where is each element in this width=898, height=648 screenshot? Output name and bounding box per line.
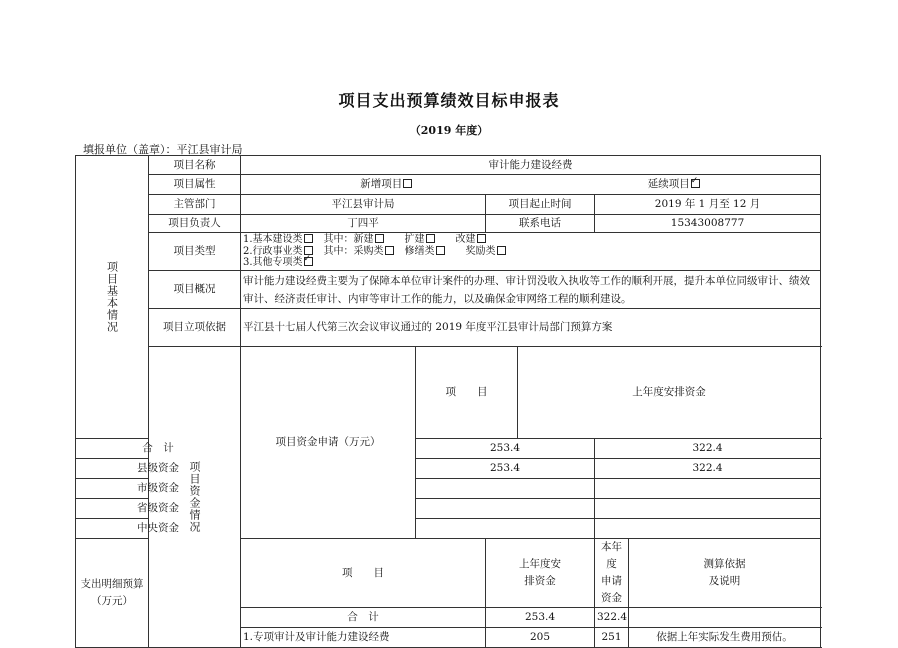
owner-value: 丁四平 <box>241 215 486 233</box>
basic-section-cell <box>76 156 149 439</box>
detail-row-basis <box>629 608 821 628</box>
basic-section-label: 项目基本情况 <box>105 261 119 333</box>
checkbox-icon[interactable] <box>385 246 394 255</box>
fund-row-this: 322.4 <box>595 459 821 479</box>
attr-continue-option[interactable]: 延续项目✓ <box>648 178 701 191</box>
type-options: 1.基本建设类 其中：新建 扩建 改建 2.行政事业类 其中：采购类 修缮类 奖励类 3.其他专项类✓ <box>241 233 821 271</box>
fund-row-item: 县级资金 <box>76 459 241 479</box>
period-value: 2019 年 1 月至 12 月 <box>595 195 821 215</box>
attr-value <box>241 175 821 195</box>
checkbox-icon[interactable] <box>477 234 486 243</box>
fund-row-this: 322.4 <box>595 439 821 459</box>
fund-row-item: 合 计 <box>76 439 241 459</box>
detail-row-this: 251 <box>595 628 629 648</box>
name-label: 项目名称 <box>149 156 241 175</box>
type-label: 项目类型 <box>149 233 241 271</box>
checkbox-icon[interactable] <box>403 179 412 188</box>
page-title: 项目支出预算绩效目标申报表 <box>338 91 560 110</box>
funds-section-label: 项目资金情况 <box>188 461 201 533</box>
detail-row-this: 322.4 <box>595 608 629 628</box>
detail-label: 支出明细预算（万元） <box>76 539 149 648</box>
apply-label: 项目资金申请（万元） <box>241 347 416 539</box>
detail-col-last: 上年度安 排资金 <box>486 539 595 608</box>
dept-label: 主管部门 <box>149 195 241 215</box>
fund-row-last: 253.4 <box>416 459 595 479</box>
overview-value: 审计能力建设经费主要为了保障本单位审计案件的办理、审计罚没收入执收等工作的顺利开展，提升本单位同级审计、绩效审计、经济责任审计、内审等审计工作的能力，以及确保金审网络工程的顺利建设。 <box>241 271 821 309</box>
detail-col-basis: 测算依据 及说明 <box>629 539 821 608</box>
checkbox-checked-icon[interactable] <box>304 257 313 266</box>
fund-row-last <box>416 479 595 499</box>
detail-row-last: 205 <box>486 628 595 648</box>
fund-row-this <box>595 479 821 499</box>
col-last: 上年度安排资金 <box>518 347 821 439</box>
report-year: （2019 年度） <box>409 124 489 137</box>
checkbox-checked-icon[interactable] <box>691 179 700 188</box>
detail-row-last: 253.4 <box>486 608 595 628</box>
name-value: 审计能力建设经费 <box>241 156 821 175</box>
fund-row-last <box>416 499 595 519</box>
fund-row-item: 省级资金 <box>76 499 241 519</box>
checkbox-icon[interactable] <box>436 246 445 255</box>
detail-row-item: 1.专项审计及审计能力建设经费 <box>241 628 486 648</box>
checkbox-icon[interactable] <box>304 234 313 243</box>
dept-value: 平江县审计局 <box>241 195 486 215</box>
fill-unit: 填报单位（盖章）：平江县审计局 <box>83 143 243 156</box>
attr-label: 项目属性 <box>149 175 241 195</box>
checkbox-icon[interactable] <box>497 246 506 255</box>
fund-row-last <box>416 519 595 539</box>
attr-new-option[interactable]: 新增项目 <box>360 178 413 191</box>
fund-row-this <box>595 499 821 519</box>
period-label: 项目起止时间 <box>486 195 595 215</box>
overview-label: 项目概况 <box>149 271 241 309</box>
checkbox-icon[interactable] <box>375 234 384 243</box>
owner-label: 项目负责人 <box>149 215 241 233</box>
detail-row-item: 合 计 <box>241 608 486 628</box>
budget-form-table <box>75 155 821 648</box>
fund-row-item: 中央资金 <box>76 519 241 539</box>
fund-row-last: 253.4 <box>416 439 595 459</box>
col-item: 项 目 <box>416 347 518 439</box>
basis-label: 项目立项依据 <box>149 309 241 347</box>
phone-value: 15343008777 <box>595 215 821 233</box>
detail-col-this: 本年度 申请资金 <box>595 539 629 608</box>
fund-row-this <box>595 519 821 539</box>
detail-row-basis: 依据上年实际发生费用预估。 <box>629 628 821 648</box>
basis-value: 平江县十七届人代第三次会议审议通过的 2019 年度平江县审计局部门预算方案 <box>241 309 821 347</box>
fund-row-item: 市级资金 <box>76 479 241 499</box>
checkbox-icon[interactable] <box>426 234 435 243</box>
detail-col-item: 项 目 <box>241 539 486 608</box>
phone-label: 联系电话 <box>486 215 595 233</box>
